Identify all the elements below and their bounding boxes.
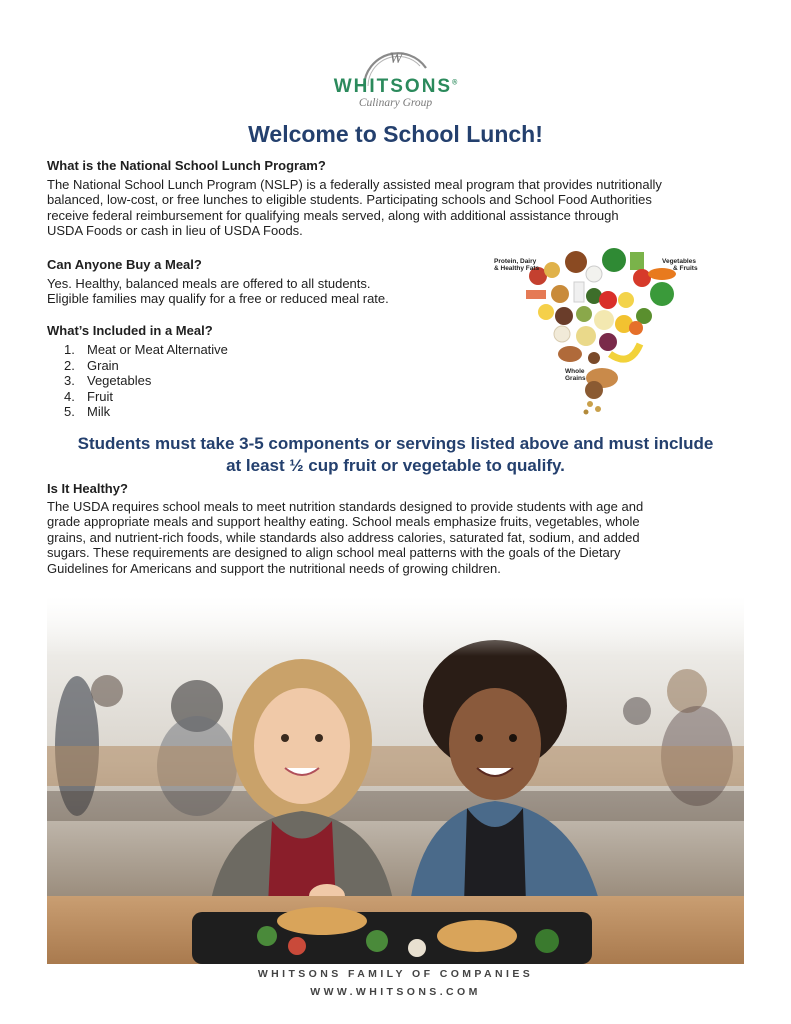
list-number: 1.	[64, 342, 75, 357]
qualification-callout	[40, 433, 751, 477]
label-protein-line2: & Healthy Fats	[494, 265, 540, 272]
list-item	[64, 404, 228, 420]
list-item	[64, 389, 228, 405]
list-item	[64, 342, 228, 358]
nslp-line: USDA Foods or cash in lieu of USDA Foods.	[47, 223, 303, 239]
logo-name-text: WHITSONS	[333, 76, 453, 97]
nslp-line: balanced, low-cost, or free lunches to eligible students. Participating schools and School Food Authorities	[47, 192, 652, 208]
callout-line: Students must take 3-5 components or servings listed above and must include	[77, 434, 714, 453]
heart-food-cluster	[526, 248, 676, 415]
healthy-heading: Is It Healthy?	[47, 481, 128, 496]
nslp-heading: What is the National School Lunch Program?	[47, 158, 326, 173]
cafeteria-photo	[47, 596, 744, 964]
footer-website: WWW.WHITSONS.COM	[310, 986, 481, 998]
logo-monogram: W	[389, 50, 403, 67]
healthy-line: grade appropriate meals and support healthy eating. School meals emphasize fruits, vegetables, whole	[47, 514, 640, 530]
registered-mark: ®	[452, 79, 458, 87]
list-label: Milk	[87, 404, 111, 419]
buy-heading: Can Anyone Buy a Meal?	[47, 257, 202, 272]
list-label: Vegetables	[87, 373, 152, 388]
nslp-line: receive federal reimbursement for qualifying meals served, along with additional assistance through	[47, 207, 619, 223]
list-label: Meat or Meat Alternative	[87, 342, 228, 357]
meal-components-list	[64, 342, 228, 420]
whitsons-logo	[0, 46, 791, 112]
included-heading: What’s Included in a Meal?	[47, 323, 213, 338]
list-label: Grain	[87, 357, 119, 373]
footer-company: WHITSONS FAMILY OF COMPANIES	[257, 968, 534, 980]
list-item	[64, 358, 228, 374]
buy-line: Yes. Healthy, balanced meals are offered to all students.	[47, 276, 371, 291]
nslp-line: The National School Lunch Program (NSLP) is a federally assisted meal program that provides nutritionally	[47, 177, 662, 192]
label-veg-line2: & Fruits	[673, 265, 698, 272]
healthy-line: The USDA requires school meals to meet nutrition standards designed to provide students with age and	[47, 499, 644, 514]
label-veg-line1: Vegetables	[662, 258, 696, 265]
logo-subtitle: Culinary Group	[358, 97, 433, 109]
label-grains-line2: Grains	[565, 375, 586, 382]
list-number: 3.	[64, 373, 75, 388]
buy-paragraph	[47, 276, 389, 307]
page-title: Welcome to School Lunch!	[248, 121, 543, 147]
list-number: 2.	[64, 357, 75, 373]
list-item	[64, 373, 228, 389]
label-protein-line1: Protein, Dairy	[494, 258, 537, 265]
buy-line: Eligible families may qualify for a free or reduced meal rate.	[47, 291, 389, 307]
logo-wordmark	[0, 76, 791, 98]
nslp-paragraph	[47, 177, 662, 239]
healthy-line: grains, and nutrient-rich foods, while standards also address calories, saturated fat, sodium, and added	[47, 529, 640, 545]
healthy-paragraph	[47, 499, 643, 576]
label-grains-line1: Whole	[565, 368, 585, 375]
healthy-line: Guidelines for Americans and support the nutritional needs of growing children.	[47, 560, 501, 576]
children-lunch-illustration	[47, 596, 744, 964]
healthy-line: sugars. These requirements are designed to align school meal patterns with the goals of the Dietary	[47, 545, 621, 561]
food-heart-graphic	[490, 244, 704, 420]
list-number: 5.	[64, 404, 75, 419]
list-number: 4.	[64, 388, 75, 404]
list-label: Fruit	[87, 388, 113, 404]
callout-line: at least ½ cup fruit or vegetable to qualify.	[226, 456, 565, 475]
